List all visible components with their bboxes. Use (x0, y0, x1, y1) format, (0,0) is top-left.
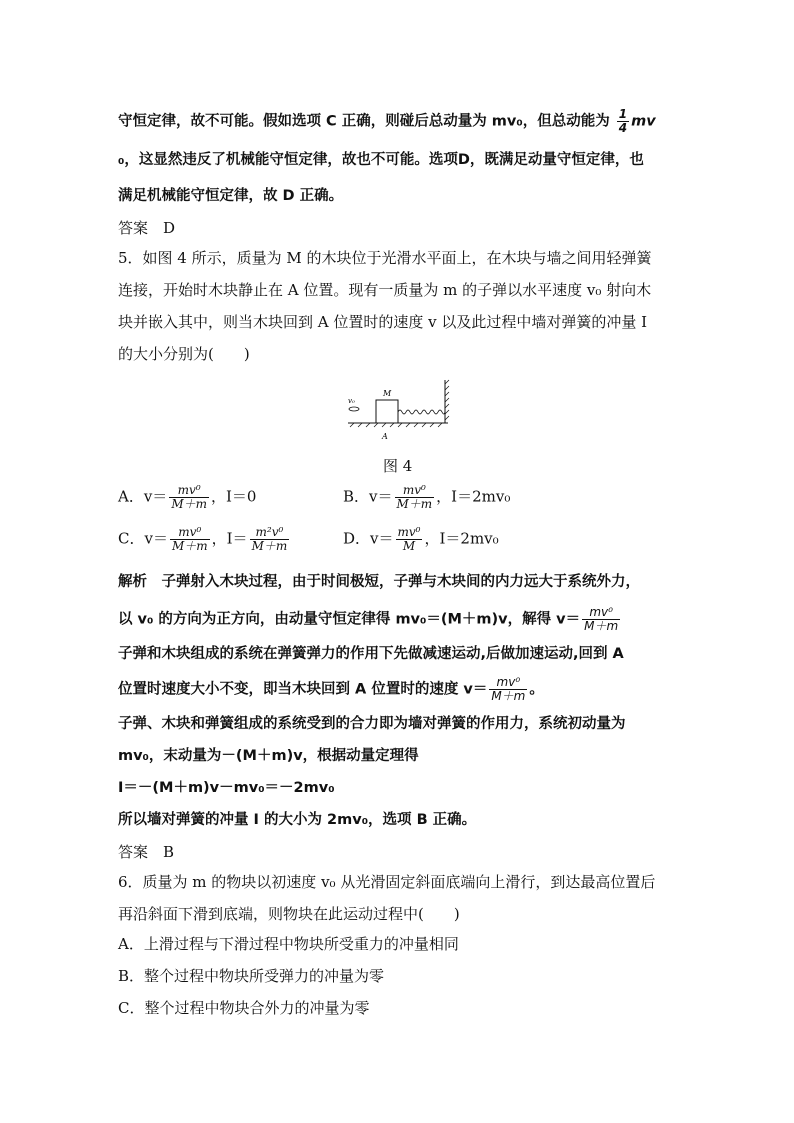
analysis-line-1: 解析 子弹射入木块过程，由于时间极短，子弹与木块间的内力远大于系统外力， (118, 574, 640, 590)
floor-hatching (350, 423, 442, 427)
option-d-prefix: D．v＝ (343, 529, 394, 548)
q6-option-a: A．上滑过程与下滑过程中物块所受重力的冲量相同 (118, 935, 459, 953)
fraction-denominator: 4 (618, 121, 628, 135)
q6-option-c: C．整个过程中物块合外力的冲量为零 (118, 999, 370, 1017)
figure-4-caption: 图 4 (383, 457, 413, 475)
option-a-prefix: A．v＝ (118, 487, 168, 506)
q5-option-a (118, 484, 256, 511)
option-a-denominator: M＋m (171, 497, 207, 511)
option-a-suffix: ，I＝0 (210, 487, 257, 506)
q6-stem-1: 6．质量为 m 的物块以初速度 v₀ 从光滑固定斜面底端向上滑行，到达最高位置后 (118, 873, 656, 891)
wooden-block (376, 400, 398, 423)
analysis-line-3: 子弹和木块组成的系统在弹簧弹力的作用下先做减速运动,后做加速运动,回到 A (118, 646, 624, 662)
analysis-line-4-numerator: mv⁰ (496, 675, 521, 689)
analysis-line-4-text: 位置时速度大小不变，即当木块回到 A 位置时的速度 v＝ (118, 681, 488, 698)
option-d-fraction (396, 526, 423, 553)
label-v0: v₀ (348, 397, 355, 405)
fraction-numerator: 1 (618, 107, 628, 121)
option-a-numerator: mv⁰ (177, 483, 201, 497)
option-c-fraction-2 (250, 526, 290, 553)
analysis-line-2-numerator: mv⁰ (589, 605, 613, 619)
option-c-numerator-2: m²v⁰ (255, 525, 284, 539)
q5-stem-2: 连接，开始时木块静止在 A 位置。现有一质量为 m 的子弹以水平速度 v₀ 射向木 (118, 281, 652, 299)
option-b-suffix: ，I＝2mv₀ (436, 487, 511, 506)
option-d-numerator: mv⁰ (397, 525, 421, 539)
label-A: A (382, 432, 388, 441)
option-c-fraction (170, 526, 210, 553)
q5-option-d (343, 526, 499, 553)
option-d-suffix: ，I＝2mv₀ (424, 529, 499, 548)
bullet-icon (349, 407, 359, 411)
wall-hatching (445, 380, 449, 420)
option-c-numerator: mv⁰ (178, 525, 202, 539)
option-b-prefix: B．v＝ (343, 487, 393, 506)
option-c-prefix: C．v＝ (118, 529, 168, 548)
option-b-fraction (395, 484, 435, 511)
analysis-line-4 (118, 676, 544, 703)
q5-stem-1: 5．如图 4 所示，质量为 M 的木块位于光滑水平面上，在木块与墙之间用轻弹簧 (118, 249, 652, 267)
analysis-line-4-fraction (489, 676, 527, 703)
prev-line-3: 满足机械能守恒定律，故 D 正确。 (118, 188, 344, 204)
fraction-quarter (617, 108, 629, 135)
q6-stem-2: 再沿斜面下滑到底端，则物块在此运动过程中( ) (118, 905, 460, 923)
q6-option-b: B．整个过程中物块所受弹力的冲量为零 (118, 967, 385, 985)
prev-line-1-text: 守恒定律，故不可能。假如选项 C 正确，则碰后总动量为 mv₀，但总动能为 (118, 113, 610, 130)
option-b-numerator: mv⁰ (402, 483, 426, 497)
option-c-denominator-2: M＋m (251, 539, 288, 553)
option-c-denominator: M＋m (171, 539, 208, 553)
analysis-line-4-tail: 。 (529, 681, 544, 698)
q5-option-c (118, 526, 291, 553)
option-b-denominator: M＋m (396, 497, 433, 511)
prev-answer: 答案 D (118, 219, 176, 237)
analysis-line-7: I＝－(M＋m)v－mv₀＝－2mv₀ (118, 780, 335, 796)
prev-line-1-tail: mv (631, 113, 656, 130)
analysis-line-4-denominator: M＋m (491, 689, 526, 703)
analysis-line-2-denominator: M＋m (584, 619, 619, 633)
q5-stem-3: 块并嵌入其中，则当木块回到 A 位置时的速度 v 以及此过程中墙对弹簧的冲量 I (118, 313, 648, 331)
analysis-line-2-fraction (582, 606, 620, 633)
q5-option-b (343, 484, 510, 511)
option-c-middle: ，I＝ (211, 529, 248, 548)
option-d-denominator: M (396, 539, 423, 553)
analysis-line-8: 所以墙对弹簧的冲量 I 的大小为 2mv₀，选项 B 正确。 (118, 812, 477, 828)
prev-line-2: ₀，这显然违反了机械能守恒定律，故也不可能。选项D，既满足动量守恒定律，也 (118, 152, 644, 168)
analysis-line-5: 子弹、木块和弹簧组成的系统受到的合力即为墙对弹簧的作用力，系统初动量为 (118, 716, 626, 732)
analysis-line-6: mv₀，末动量为－(M＋m)v，根据动量定理得 (118, 748, 419, 764)
label-M: M (383, 389, 392, 398)
figure-4-diagram (340, 376, 460, 444)
analysis-line-2-text: 以 v₀ 的方向为正方向，由动量守恒定律得 mv₀＝(M＋m)v，解得 v＝ (118, 611, 581, 628)
q5-stem-4: 的大小分别为( ) (118, 345, 250, 363)
q5-answer: 答案 B (118, 843, 175, 861)
analysis-line-2 (118, 606, 622, 633)
option-a-fraction (169, 484, 209, 511)
spring (398, 410, 445, 414)
prev-line-1 (118, 108, 656, 135)
